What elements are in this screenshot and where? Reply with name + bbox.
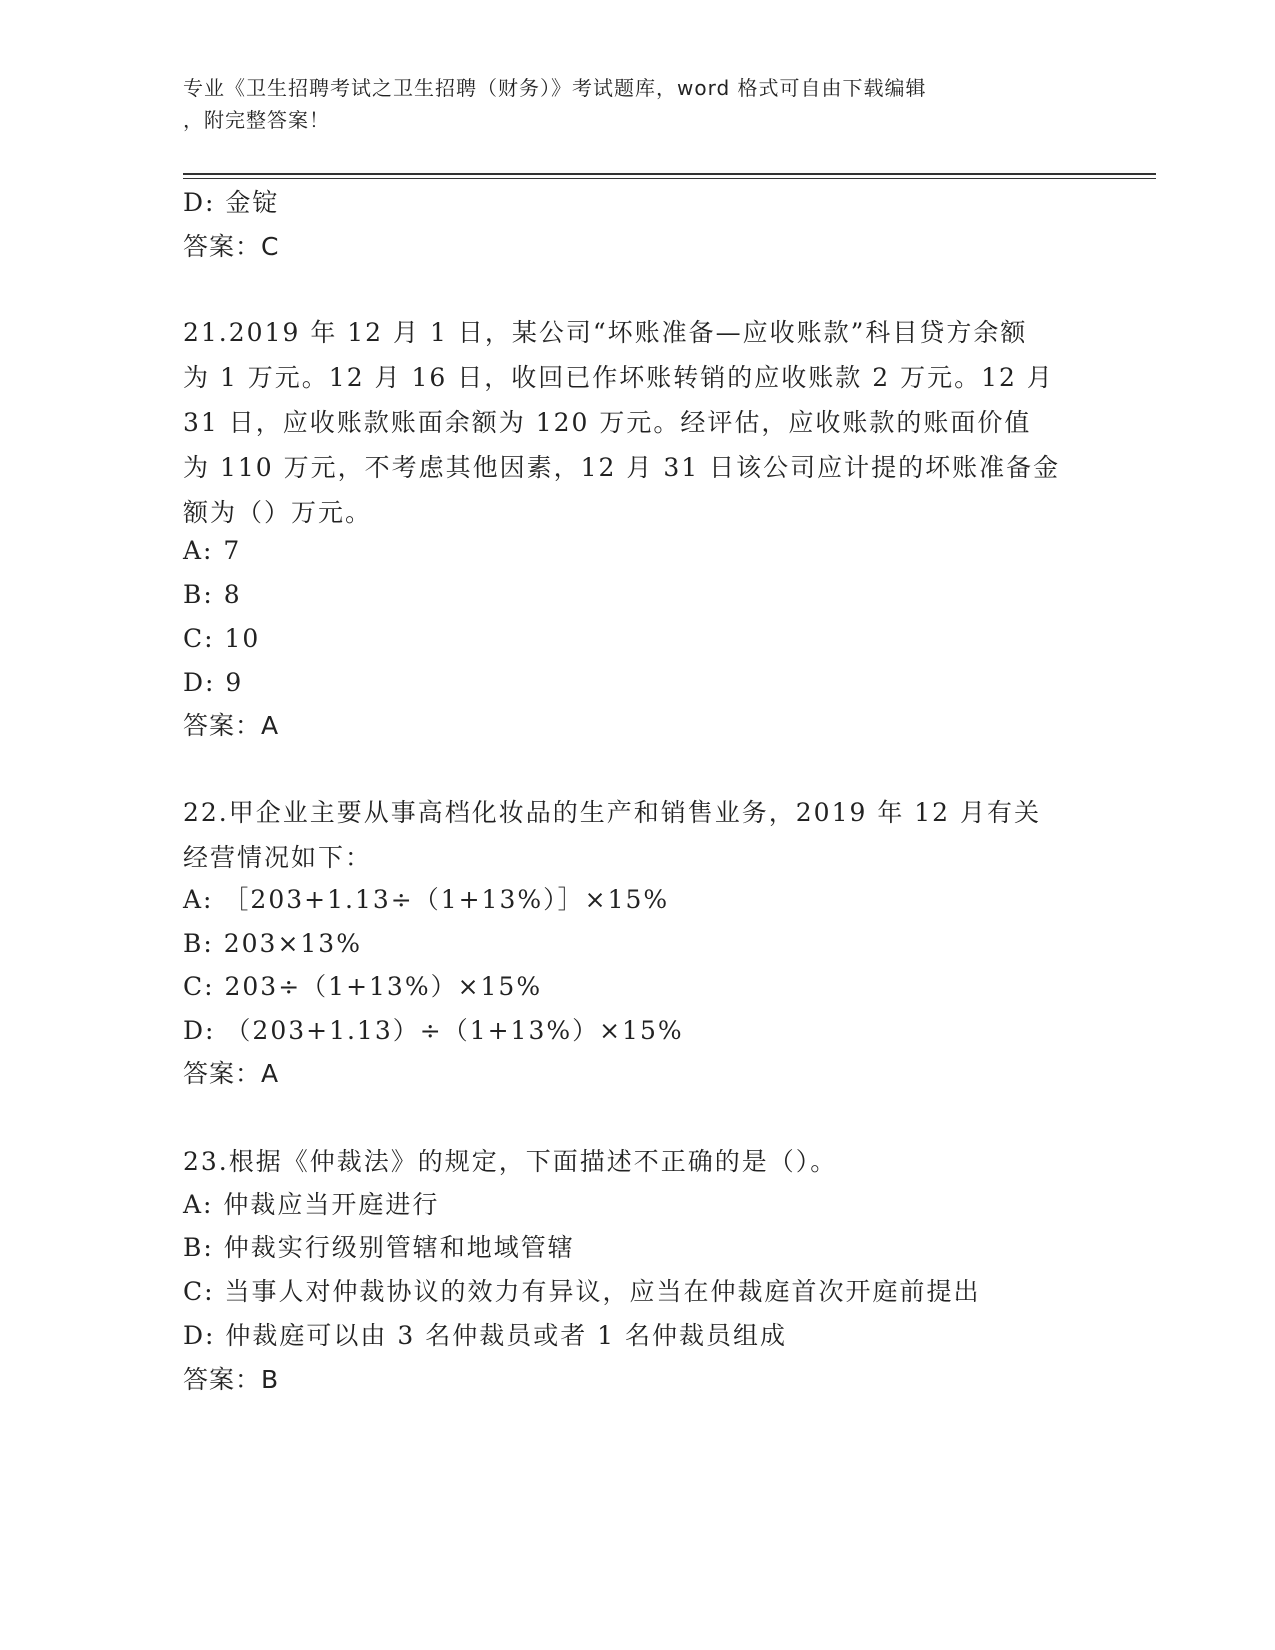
header-divider-thin — [183, 178, 1156, 179]
question-23-stem-line: 23.根据《仲裁法》的规定，下面描述不正确的是（）。 — [183, 1147, 838, 1176]
document-header — [183, 72, 1063, 136]
question-21-option-c: C: 10 — [183, 624, 261, 653]
header-title-line-1: 专业《卫生招聘考试之卫生招聘（财务）》考试题库，word 格式可自由下载编辑 — [183, 76, 927, 100]
question-22-option-d: D: （203+1.13）÷（1+13%）×15% — [183, 1016, 684, 1045]
header-divider-thick — [183, 173, 1156, 175]
question-23-option-c: C: 当事人对仲裁协议的效力有异议，应当在仲裁庭首次开庭前提出 — [183, 1277, 981, 1306]
question-22-stem-line: 22.甲企业主要从事高档化妆品的生产和销售业务，2019 年 12 月有关 — [183, 798, 1042, 827]
question-23-option-a: A: 仲裁应当开庭进行 — [183, 1190, 440, 1219]
question-21-stem-line: 21.2019 年 12 月 1 日，某公司“坏账准备—应收账款”科目贷方余额 — [183, 318, 1028, 347]
question-21-option-b: B: 8 — [183, 580, 242, 609]
prev-option-d: D: 金锭 — [183, 188, 280, 217]
question-23-stem — [183, 1139, 1063, 1184]
question-23-option-b: B: 仲裁实行级别管辖和地域管辖 — [183, 1233, 575, 1262]
header-title-line-2: ，附完整答案！ — [183, 108, 330, 132]
question-23-option-d: D: 仲裁庭可以由 3 名仲裁员或者 1 名仲裁员组成 — [183, 1321, 788, 1350]
question-21-stem — [183, 310, 1063, 535]
question-21-stem-line: 31 日，应收账款账面余额为 120 万元。经评估，应收账款的账面价值 — [183, 408, 1032, 437]
prev-answer: 答案：C — [183, 232, 280, 261]
question-21-stem-line: 为 1 万元。12 月 16 日，收回已作坏账转销的应收账款 2 万元。12 月 — [183, 363, 1054, 392]
question-21-option-a: A: 7 — [183, 536, 242, 565]
question-22-option-c: C: 203÷（1+13%）×15% — [183, 972, 543, 1001]
question-21-stem-line: 额为（）万元。 — [183, 498, 373, 527]
question-22-stem — [183, 790, 1063, 880]
question-21-option-d: D: 9 — [183, 668, 244, 697]
question-22-stem-line: 经营情况如下： — [183, 843, 373, 872]
question-22-option-b: B: 203×13% — [183, 929, 362, 958]
question-21-answer: 答案：A — [183, 711, 280, 740]
question-21-stem-line: 为 110 万元，不考虑其他因素，12 月 31 日该公司应计提的坏账准备金 — [183, 453, 1061, 482]
question-22-answer: 答案：A — [183, 1059, 280, 1088]
question-22-option-a: A: ［203+1.13÷（1+13%）］×15% — [183, 885, 670, 914]
question-23-answer: 答案：B — [183, 1365, 280, 1394]
